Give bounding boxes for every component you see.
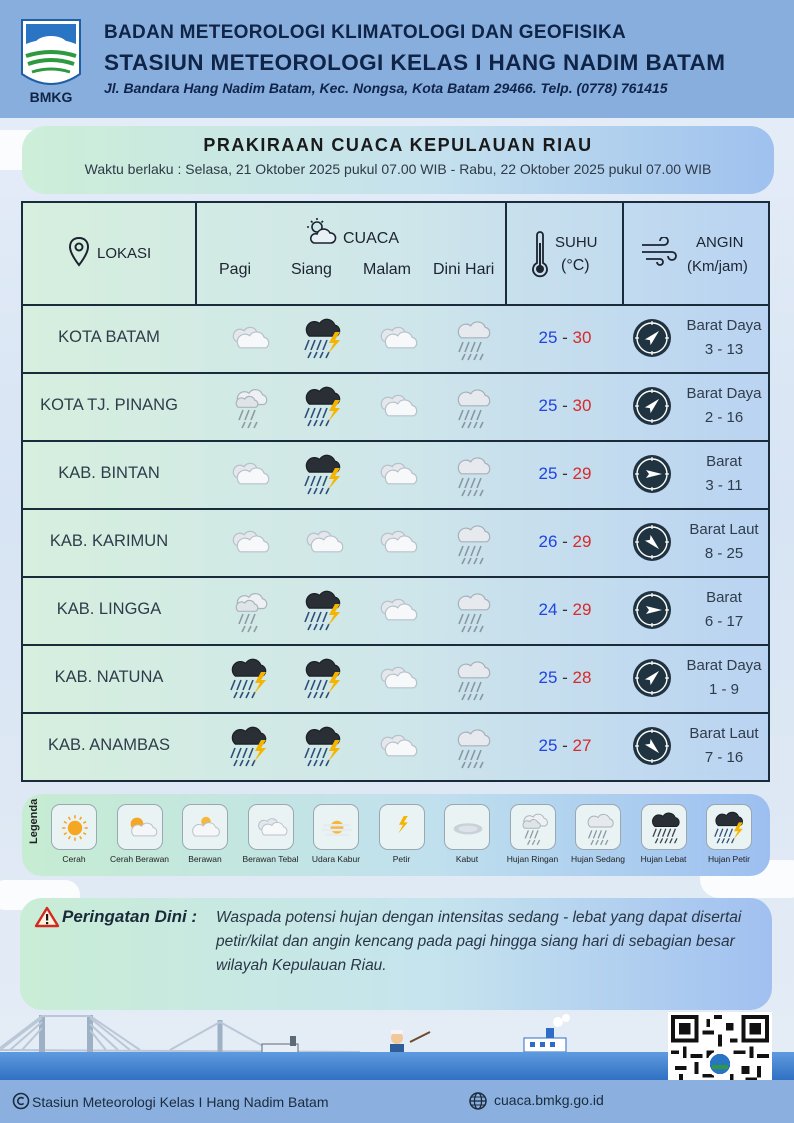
row-temperature	[507, 668, 623, 688]
validity-period: Waktu berlaku : Selasa, 21 Oktober 2025 pukul 07.00 WIB - Rabu, 22 Oktober 2025 pukul 07.00 WIB	[84, 161, 712, 177]
footer-website[interactable]: cuaca.bmkg.go.id	[494, 1092, 604, 1108]
berawan-tebal-icon	[373, 452, 423, 498]
legend-item-label: Berawan	[188, 854, 222, 864]
berawan-tebal-icon	[225, 316, 275, 362]
temp-max: 28	[572, 668, 592, 687]
row-wind	[681, 722, 767, 770]
hujan-petir-icon	[299, 588, 349, 634]
legend-item	[306, 804, 366, 864]
hujan-sedang-icon	[447, 588, 497, 634]
temp-separator: -	[557, 396, 573, 415]
row-temperature	[507, 328, 623, 348]
table-row-divider	[23, 304, 768, 306]
table-row-divider	[23, 712, 768, 714]
wind-speed: 8 - 25	[704, 545, 744, 562]
table-row-divider	[23, 440, 768, 442]
hujan-petir-icon	[225, 724, 275, 770]
legend-item-label: Hujan Ringan	[506, 854, 559, 864]
warning-text: Waspada potensi hujan dengan intensitas sedang - lebat yang dapat disertai petir/kilat dan angin kencang pada pagi hingga siang hari di sebagian besar wilayah Kepulauan Riau.	[216, 909, 742, 974]
location-pin-icon	[67, 236, 91, 268]
hujan-sedang-icon	[575, 804, 621, 850]
row-temperature	[507, 464, 623, 484]
hujan-sedang-icon	[447, 724, 497, 770]
table-row-divider	[23, 576, 768, 578]
legend-item	[175, 804, 235, 864]
wind-direction: Barat	[706, 589, 742, 606]
hujan-ringan-icon	[225, 588, 275, 634]
warning-title: Peringatan Dini :	[62, 907, 198, 926]
wind-compass-icon	[631, 521, 673, 563]
legend-item-label: Cerah Berawan	[109, 854, 170, 864]
hujan-petir-icon	[299, 316, 349, 362]
cerah-berawan-icon	[117, 804, 163, 850]
legend-item-label: Hujan Petir	[707, 854, 751, 864]
temp-max: 30	[572, 396, 592, 415]
wind-direction: Barat Daya	[686, 317, 762, 334]
temp-max: 29	[572, 464, 592, 483]
row-temperature	[507, 736, 623, 756]
footer-bar	[0, 1080, 794, 1123]
berawan-tebal-icon	[373, 316, 423, 362]
hujan-sedang-icon	[447, 452, 497, 498]
temp-min: 25	[538, 396, 558, 415]
berawan-tebal-icon	[225, 520, 275, 566]
temp-min: 25	[538, 464, 558, 483]
row-wind	[681, 518, 767, 566]
hujan-petir-icon	[299, 452, 349, 498]
period-malam: Malam	[363, 261, 412, 278]
legend-item-label: Hujan Sedang	[571, 854, 625, 864]
temp-separator: -	[557, 736, 573, 755]
berawan-tebal-icon	[373, 656, 423, 702]
berawan-tebal-icon	[373, 520, 423, 566]
logo-text: BMKG	[29, 89, 73, 105]
wind-header	[624, 203, 768, 304]
berawan-tebal-icon	[299, 520, 349, 566]
wind-direction: Barat	[706, 453, 742, 470]
temp-min: 24	[538, 600, 558, 619]
wind-unit: (Km/jam)	[687, 258, 748, 275]
legend-item-label: Udara Kabur	[311, 854, 361, 864]
location-header	[23, 203, 195, 304]
wind-direction: Barat Laut	[689, 725, 759, 742]
temp-min: 25	[538, 736, 558, 755]
forecast-title: PRAKIRAAN CUACA KEPULAUAN RIAU	[203, 135, 593, 155]
row-location: KAB. LINGGA	[56, 600, 162, 618]
row-location: KOTA TJ. PINANG	[40, 396, 178, 414]
hujan-petir-icon	[706, 804, 752, 850]
title-banner	[22, 126, 774, 194]
row-location: KAB. KARIMUN	[49, 532, 169, 550]
wind-speed: 1 - 9	[708, 681, 739, 698]
legend-item-label: Cerah	[62, 854, 86, 864]
hujan-lebat-icon	[641, 804, 687, 850]
legend-item	[634, 804, 694, 864]
wind-compass-icon	[631, 589, 673, 631]
berawan-tebal-icon	[225, 452, 275, 498]
hujan-sedang-icon	[447, 316, 497, 362]
wind-direction: Barat Daya	[686, 657, 762, 674]
temp-max: 27	[572, 736, 592, 755]
temp-min: 26	[538, 532, 558, 551]
table-row-divider	[23, 508, 768, 510]
wind-speed: 3 - 13	[704, 341, 744, 358]
temp-separator: -	[557, 328, 573, 347]
station-address: Jl. Bandara Hang Nadim Batam, Kec. Nongsa, Kota Batam 29466. Telp. (0778) 761415	[104, 80, 668, 96]
wind-direction: Barat Laut	[689, 521, 759, 538]
bmkg-logo	[16, 14, 86, 106]
weather-header-label: CUACA	[343, 230, 400, 247]
legend-item	[372, 804, 432, 864]
hujan-ringan-icon	[510, 804, 556, 850]
globe-icon	[468, 1091, 488, 1111]
weather-header	[197, 203, 505, 304]
warning-icon	[34, 906, 60, 928]
row-wind	[681, 586, 767, 634]
partly-cloudy-icon	[305, 217, 337, 247]
temp-separator: -	[557, 668, 573, 687]
period-dini-hari: Dini Hari	[433, 261, 495, 278]
legend-item-label: Hujan Lebat	[640, 854, 687, 864]
table-row-divider	[23, 372, 768, 374]
footer-copyright: Stasiun Meteorologi Kelas I Hang Nadim Batam	[32, 1094, 329, 1110]
legend-label: Legenda	[28, 798, 40, 844]
period-siang: Siang	[291, 261, 332, 278]
hujan-sedang-icon	[447, 656, 497, 702]
wind-speed: 3 - 11	[705, 477, 743, 494]
row-temperature	[507, 396, 623, 416]
temperature-unit: (°C)	[561, 257, 590, 274]
hujan-sedang-icon	[447, 520, 497, 566]
wind-header-label: ANGIN	[696, 234, 744, 251]
legend-item	[699, 804, 759, 864]
legend-item-label: Berawan Tebal	[242, 854, 299, 864]
period-pagi: Pagi	[219, 261, 252, 278]
location-header-label: LOKASI	[97, 245, 152, 262]
row-wind	[681, 382, 767, 430]
legend-item-label: Kabut	[455, 854, 479, 864]
row-location: KAB. NATUNA	[54, 668, 164, 686]
legend-item	[437, 804, 497, 864]
wind-compass-icon	[631, 725, 673, 767]
wind-speed: 6 - 17	[704, 613, 744, 630]
wind-compass-icon	[631, 453, 673, 495]
hujan-petir-icon	[225, 656, 275, 702]
header-bar	[0, 0, 794, 118]
wind-speed: 7 - 16	[704, 749, 744, 766]
wind-compass-icon	[631, 317, 673, 359]
row-temperature	[507, 600, 623, 620]
early-warning-panel	[20, 898, 772, 1010]
wind-direction: Barat Daya	[686, 385, 762, 402]
berawan-icon	[182, 804, 228, 850]
legend-item	[110, 804, 170, 864]
hujan-petir-icon	[299, 656, 349, 702]
wind-compass-icon	[631, 385, 673, 427]
row-temperature	[507, 532, 623, 552]
temp-max: 30	[572, 328, 592, 347]
wind-icon	[640, 237, 680, 267]
hujan-petir-icon	[299, 724, 349, 770]
copyright-icon	[12, 1092, 30, 1110]
berawan-tebal-icon	[373, 724, 423, 770]
hujan-ringan-icon	[225, 384, 275, 430]
petir-icon	[379, 804, 425, 850]
station-name: STASIUN METEOROLOGI KELAS I HANG NADIM BATAM	[104, 50, 726, 75]
temp-min: 25	[538, 668, 558, 687]
legend-item	[568, 804, 628, 864]
temperature-header	[507, 203, 622, 304]
temp-max: 29	[572, 532, 592, 551]
wind-speed: 2 - 16	[704, 409, 744, 426]
cerah-icon	[51, 804, 97, 850]
udara-kabur-icon	[313, 804, 359, 850]
forecast-table	[21, 201, 770, 782]
hujan-petir-icon	[299, 384, 349, 430]
row-location: KOTA BATAM	[58, 328, 160, 346]
legend-item	[44, 804, 104, 864]
temp-min: 25	[538, 328, 558, 347]
berawan-tebal-icon	[373, 384, 423, 430]
hujan-sedang-icon	[447, 384, 497, 430]
temp-separator: -	[557, 600, 573, 619]
legend-item-label: Petir	[392, 854, 411, 864]
row-wind	[681, 654, 767, 702]
berawan-tebal-icon	[373, 588, 423, 634]
kabut-icon	[444, 804, 490, 850]
temperature-header-label: SUHU	[555, 234, 598, 251]
legend-item	[503, 804, 563, 864]
legend-panel	[22, 794, 770, 876]
row-location: KAB. ANAMBAS	[48, 736, 170, 754]
temp-separator: -	[557, 532, 573, 551]
row-wind	[681, 314, 767, 362]
legend-item	[241, 804, 301, 864]
thermometer-icon	[531, 231, 549, 279]
berawan-tebal-icon	[248, 804, 294, 850]
row-wind	[681, 450, 767, 498]
wind-compass-icon	[631, 657, 673, 699]
temp-separator: -	[557, 464, 573, 483]
table-row-divider	[23, 644, 768, 646]
row-location: KAB. BINTAN	[58, 464, 160, 482]
temp-max: 29	[572, 600, 592, 619]
agency-name: BADAN METEOROLOGI KLIMATOLOGI DAN GEOFISIKA	[104, 22, 627, 43]
